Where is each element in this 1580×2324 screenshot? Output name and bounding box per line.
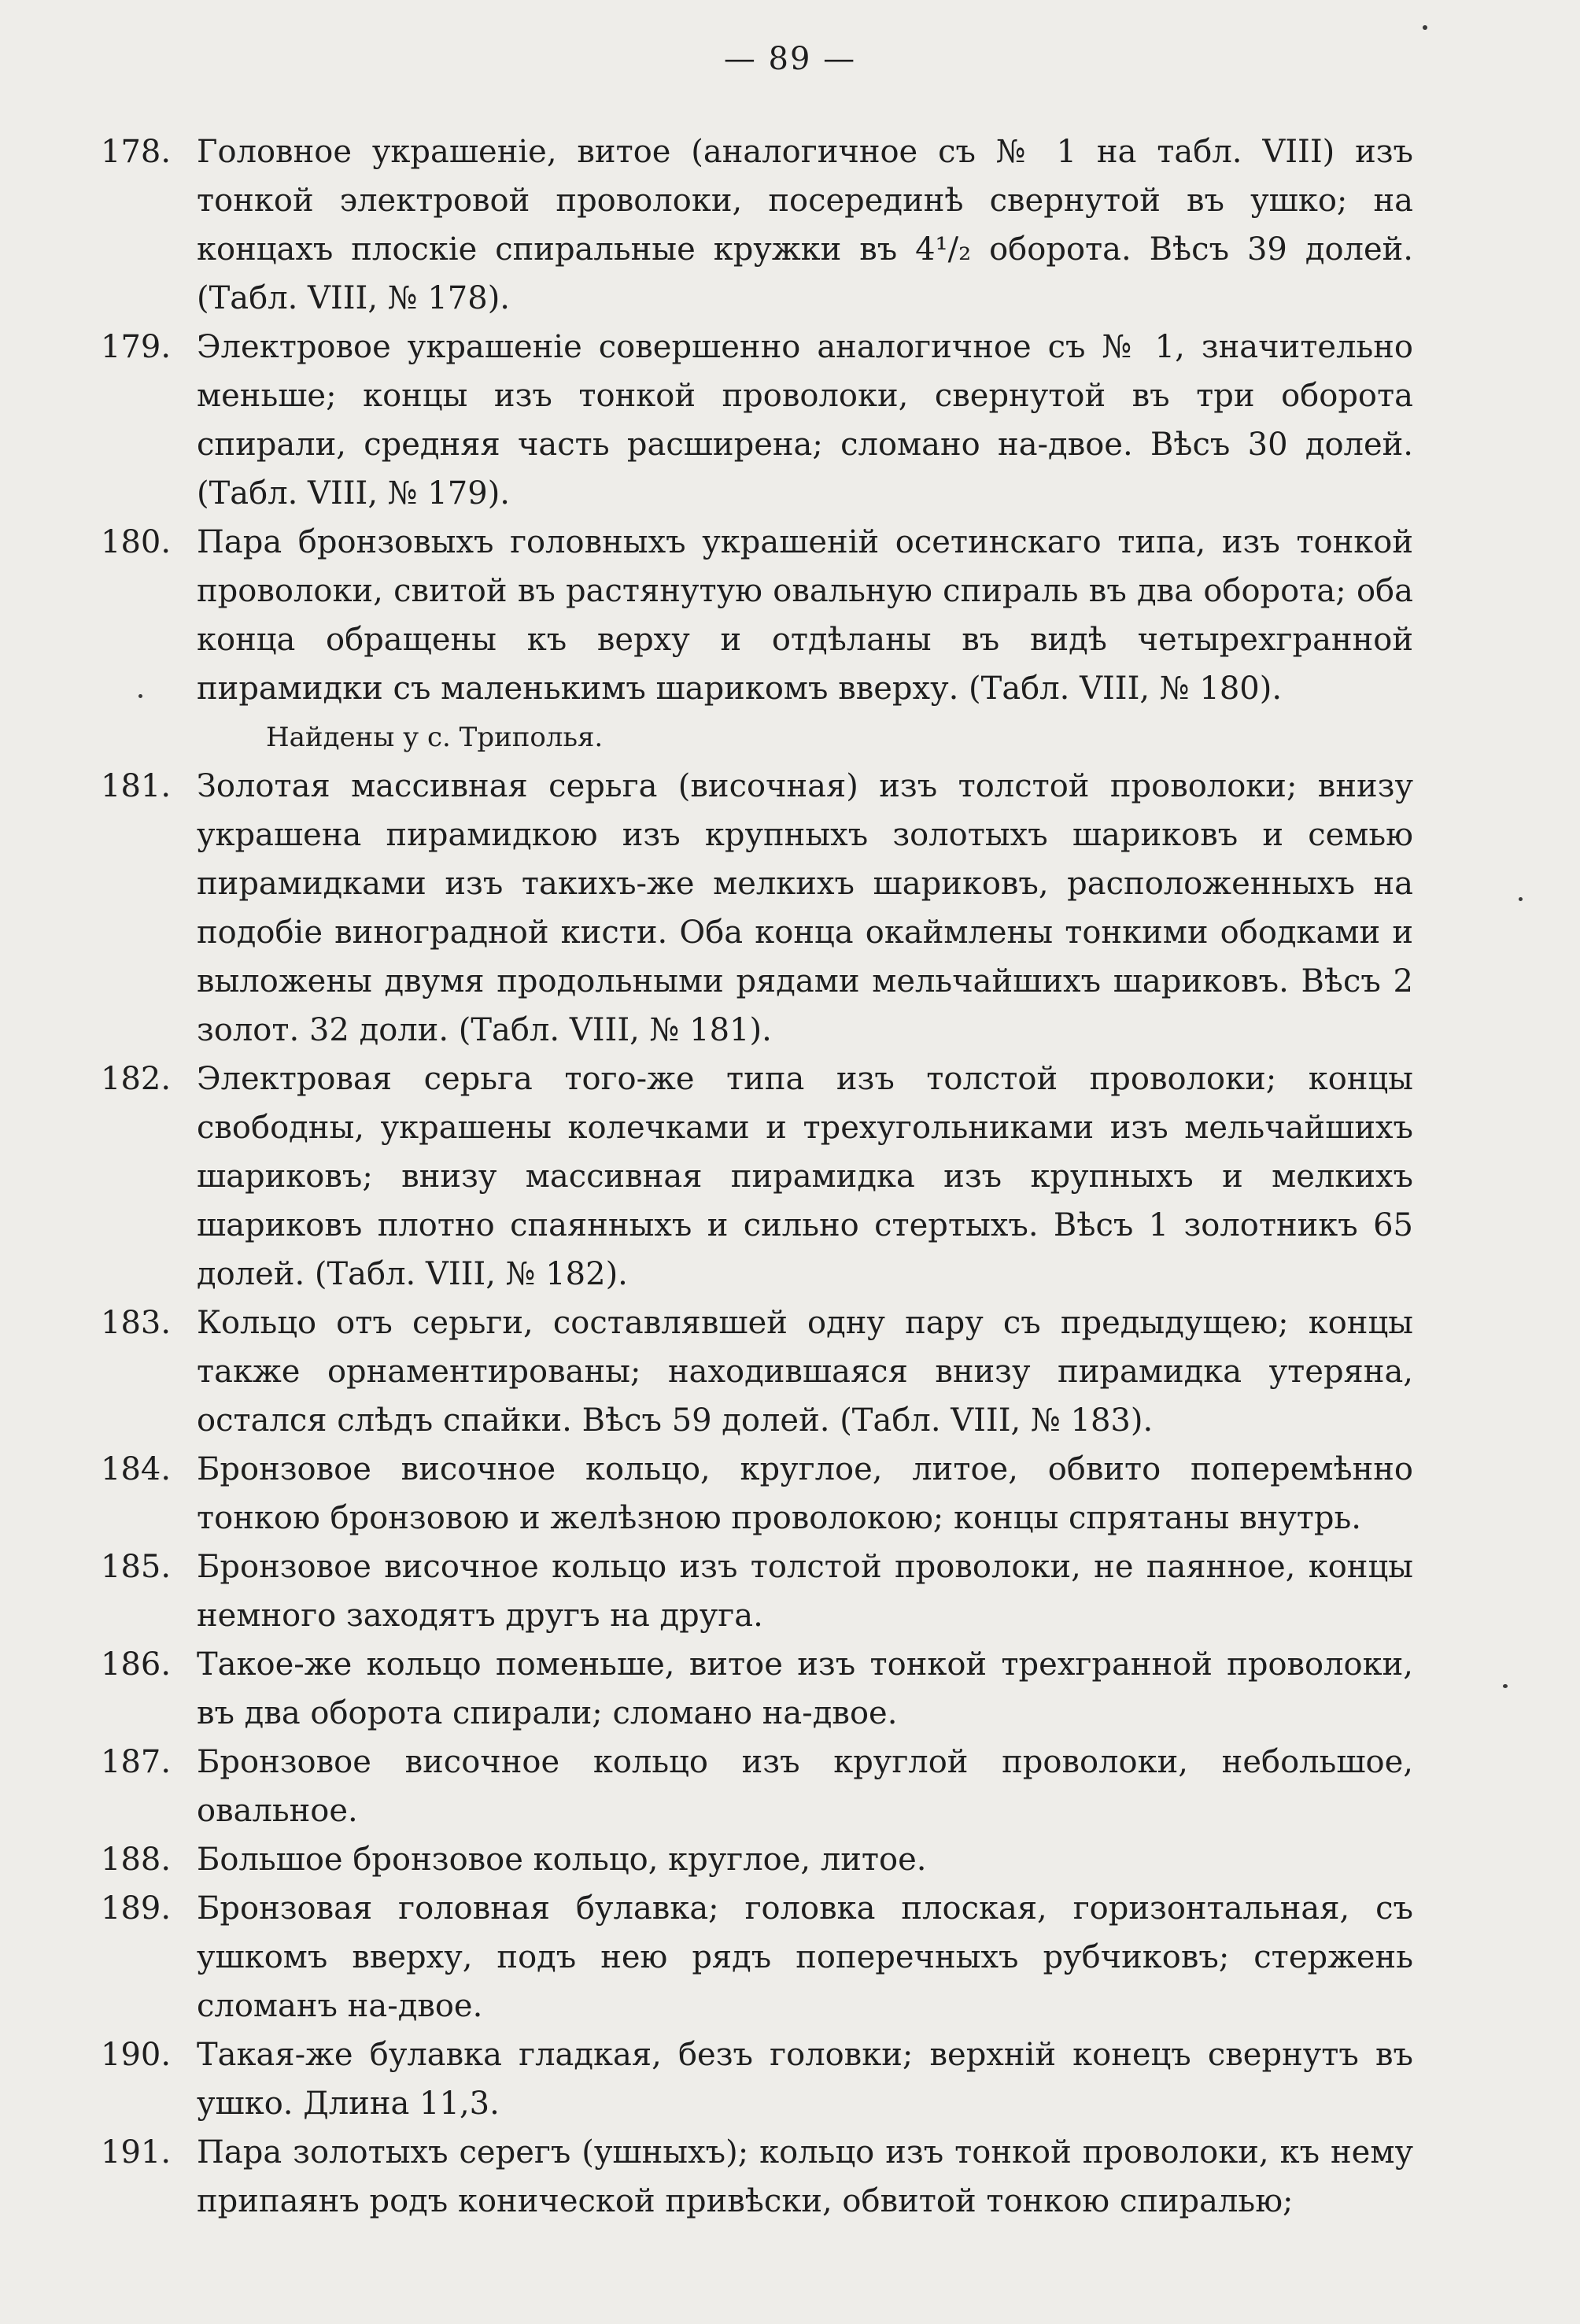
entry-text: Головное украшеніе, витое (аналогичное съ № 1 на табл. VIII) изъ тонкой электровой проволоки, посерединѣ свернутой въ ушко; на концахъ плоскіе спиральные кружки въ 4¹/₂ оборота. Вѣсъ 39 долей. (Табл. VIII, № 178). (197, 134, 1413, 316)
entry-text: Такая-же булавка гладкая, безъ головки; верхній конецъ свернутъ въ ушко. Длина 11,3. (197, 2037, 1413, 2122)
entry-text: Бронзовое височное кольцо изъ толстой проволоки, не паянное, концы немного заходятъ другъ на друга. (197, 1549, 1413, 1634)
entry-number: 179. (101, 329, 172, 365)
page-number: — 89 — (723, 41, 857, 77)
entry-text: Большое бронзовое кольцо, круглое, литое. (197, 1842, 927, 1878)
scan-speck (1423, 25, 1427, 30)
scan-speck (1503, 1684, 1508, 1688)
entry-number: 188. (101, 1842, 172, 1878)
entry-191 (101, 2128, 1413, 2226)
entry-number: 189. (101, 1890, 172, 1927)
entry-number: 186. (101, 1646, 172, 1683)
entry-list (101, 127, 1413, 2226)
entry-text: Такое-же кольцо поменьше, витое изъ тонкой трехгранной проволоки, въ два оборота спирали; сломано на-двое. (197, 1646, 1413, 1731)
entry-number: 183. (101, 1305, 172, 1341)
entry-180 (101, 518, 1413, 713)
entry-184 (101, 1445, 1413, 1543)
entry-186 (101, 1640, 1413, 1738)
entry-text: Бронзовое височное кольцо изъ круглой проволоки, небольшое, овальное. (197, 1744, 1413, 1829)
location-note: Найдены у с. Триполья. (266, 722, 604, 753)
entry-188 (101, 1835, 1413, 1884)
entry-187 (101, 1738, 1413, 1835)
entry-text: Бронзовое височное кольцо, круглое, литое, обвито поперемѣнно тонкою бронзовою и желѣзною проволокою; концы спрятаны внутрь. (197, 1451, 1413, 1536)
entry-185 (101, 1543, 1413, 1640)
entry-number: 178. (101, 134, 172, 170)
entry-number: 181. (101, 768, 172, 804)
entry-number: 180. (101, 524, 172, 560)
entry-text: Электровое украшеніе совершенно аналогичное съ № 1, значительно меньше; концы изъ тонкой проволоки, свернутой въ три оборота спирали, средняя часть расширена; сломано на-двое. Вѣсъ 30 долей. (Табл. VIII, № 179). (197, 329, 1413, 512)
entry-text: Пара золотыхъ серегъ (ушныхъ); кольцо изъ тонкой проволоки, къ нему припаянъ родъ конической привѣски, обвитой тонкою спиралью; (197, 2134, 1413, 2219)
entry-183 (101, 1299, 1413, 1445)
entry-number: 185. (101, 1549, 172, 1585)
entry-number: 182. (101, 1061, 172, 1097)
entry-text: Пара бронзовыхъ головныхъ украшеній осетинскаго типа, изъ тонкой проволоки, свитой въ растянутую овальную спираль въ два оборота; оба конца обращены къ верху и отдѣланы въ видѣ четырехгранной пирамидки съ маленькимъ шарикомъ вверху. (Табл. VIII, № 180). (197, 524, 1413, 707)
entry-number: 191. (101, 2134, 172, 2171)
entry-text: Бронзовая головная булавка; головка плоская, горизонтальная, съ ушкомъ вверху, подъ нею рядъ поперечныхъ рубчиковъ; стержень сломанъ на-двое. (197, 1890, 1413, 2024)
scan-speck (138, 694, 142, 698)
scan-speck (1519, 897, 1523, 901)
entry-text: Электровая серьга того-же типа изъ толстой проволоки; концы свободны, украшены колечками и трехугольниками изъ мельчайшихъ шариковъ; внизу массивная пирамидка изъ крупныхъ и мелкихъ шариковъ плотно спаянныхъ и сильно стертыхъ. Вѣсъ 1 золотникъ 65 долей. (Табл. VIII, № 182). (197, 1061, 1413, 1292)
entry-text: Золотая массивная серьга (височная) изъ толстой проволоки; внизу украшена пирамидкою изъ крупныхъ золотыхъ шариковъ и семью пирамидками изъ такихъ-же мелкихъ шариковъ, расположенныхъ на подобіе виноградной кисти. Оба конца окаймлены тонкими ободками и выложены двумя продольными рядами мельчайшихъ шариковъ. Вѣсъ 2 золот. 32 доли. (Табл. VIII, № 181). (197, 768, 1413, 1048)
entry-number: 190. (101, 2037, 172, 2073)
entry-190 (101, 2030, 1413, 2128)
entry-182 (101, 1055, 1413, 1299)
entry-178 (101, 127, 1413, 323)
entry-181 (101, 762, 1413, 1055)
entry-189 (101, 1884, 1413, 2030)
entry-number: 184. (101, 1451, 172, 1487)
entry-number: 187. (101, 1744, 172, 1780)
entry-text: Кольцо отъ серьги, составлявшей одну пару съ предыдущею; концы также орнаментированы; находившаяся внизу пирамидка утеряна, остался слѣдъ спайки. Вѣсъ 59 долей. (Табл. VIII, № 183). (197, 1305, 1413, 1439)
entry-179 (101, 323, 1413, 518)
